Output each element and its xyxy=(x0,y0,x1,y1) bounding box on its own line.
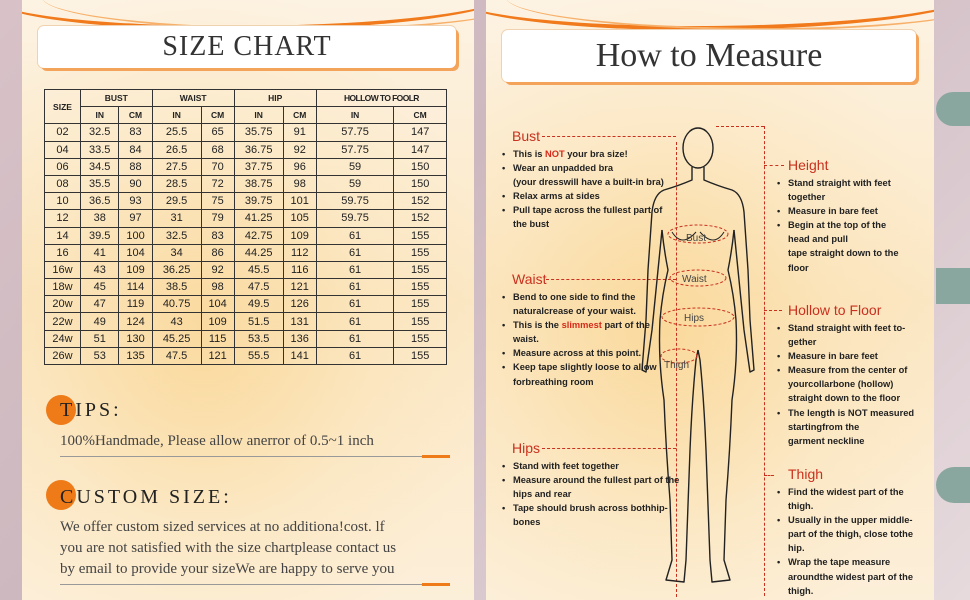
list-item: • Measure from the center of xyxy=(776,363,926,377)
measurement-cell: 61 xyxy=(316,313,394,330)
measurement-cell: 45 xyxy=(81,279,119,296)
measurement-cell: 130 xyxy=(119,330,152,347)
bust-text: your bra size! xyxy=(564,149,628,159)
measurement-cell: 147 xyxy=(394,141,447,158)
list-item: forbreathing room xyxy=(513,376,594,387)
measurement-cell: 61 xyxy=(316,279,394,296)
measurement-cell: 47.5 xyxy=(152,347,201,364)
measurement-cell: 92 xyxy=(201,261,234,278)
unit-header-cm: CM xyxy=(283,107,316,124)
table-row xyxy=(45,210,447,227)
measurement-cell: 104 xyxy=(201,296,234,313)
measurement-cell: 34.5 xyxy=(81,158,119,175)
waist-text: part of the xyxy=(601,320,650,331)
custom-divider-accent xyxy=(422,583,450,586)
table-row xyxy=(45,141,447,158)
measurement-cell: 36.25 xyxy=(152,261,201,278)
measurement-cell: 155 xyxy=(394,313,447,330)
measurement-cell: 93 xyxy=(119,193,152,210)
table-row xyxy=(45,158,447,175)
measurement-cell: 115 xyxy=(201,330,234,347)
list-item: thigh. xyxy=(788,501,814,512)
bust-instructions xyxy=(501,147,676,232)
list-item: the bust xyxy=(513,219,550,230)
measurement-cell: 105 xyxy=(283,210,316,227)
measurement-cell: 38 xyxy=(81,210,119,227)
waist-text: This is the xyxy=(513,320,562,331)
size-cell: 24w xyxy=(45,330,81,347)
size-column-header: SIZE xyxy=(45,90,81,124)
size-cell: 10 xyxy=(45,193,81,210)
unit-header-in: IN xyxy=(81,107,119,124)
measurement-cell: 79 xyxy=(201,210,234,227)
measurement-cell: 155 xyxy=(394,261,447,278)
figure-label-hips: Hips xyxy=(684,313,705,324)
size-cell: 14 xyxy=(45,227,81,244)
list-item: hips and rear xyxy=(513,489,572,500)
list-item: • Wear an unpadded bra xyxy=(501,161,676,175)
hips-heading: Hips xyxy=(512,440,541,456)
measurement-cell: 68 xyxy=(201,141,234,158)
bust-emphasis: NOT xyxy=(545,149,565,159)
list-item: • Pull tape across the fullest part of xyxy=(501,203,676,217)
guide-height-line xyxy=(764,165,784,166)
measurement-cell: 61 xyxy=(316,227,394,244)
measurement-cell: 88 xyxy=(119,158,152,175)
unit-header-in: IN xyxy=(152,107,201,124)
list-item: straight down to the floor xyxy=(788,393,901,404)
list-item: hip. xyxy=(788,543,805,554)
measurement-cell: 27.5 xyxy=(152,158,201,175)
measurement-cell: 101 xyxy=(283,193,316,210)
measurement-cell: 61 xyxy=(316,244,394,261)
measurement-cell: 43 xyxy=(152,313,201,330)
side-tab-2 xyxy=(936,268,970,304)
thigh-instructions xyxy=(776,485,926,598)
measurement-cell: 155 xyxy=(394,296,447,313)
measurement-cell: 36.5 xyxy=(81,193,119,210)
custom-size-line-3: by email to provide your sizeWe are happy to serve you xyxy=(60,561,395,577)
hollow-to-floor-heading: Hollow to Floor xyxy=(788,302,882,318)
group-header-hip: HIP xyxy=(234,90,316,107)
measurement-cell: 65 xyxy=(201,124,234,141)
table-row xyxy=(45,261,447,278)
hollow-to-floor-instructions xyxy=(776,321,926,448)
list-item: • Begin at the top of the xyxy=(776,218,926,232)
measurement-cell: 36.75 xyxy=(234,141,283,158)
measurement-cell: 96 xyxy=(283,158,316,175)
measurement-cell: 114 xyxy=(119,279,152,296)
measurement-cell: 44.25 xyxy=(234,244,283,261)
bust-text: This is xyxy=(513,149,546,159)
measurement-cell: 38.75 xyxy=(234,175,283,192)
measurement-cell: 59.75 xyxy=(316,210,394,227)
custom-size-line-2: you are not satisfied with the size chartplease contact us xyxy=(60,540,397,556)
list-item: • Measure in bare feet xyxy=(776,349,926,363)
list-item: • Wrap the tape measure xyxy=(776,555,926,569)
list-item: • Relax arms at sides xyxy=(501,189,676,203)
unit-header-cm: CM xyxy=(201,107,234,124)
measurement-cell: 98 xyxy=(283,175,316,192)
measurement-cell: 41.25 xyxy=(234,210,283,227)
measurement-cell: 25.5 xyxy=(152,124,201,141)
table-row xyxy=(45,330,447,347)
measurement-cell: 42.75 xyxy=(234,227,283,244)
bust-heading: Bust xyxy=(512,128,541,144)
size-cell: 16 xyxy=(45,244,81,261)
waist-emphasis: slimmest xyxy=(561,320,602,331)
hips-instructions xyxy=(501,459,686,529)
how-to-measure-title: How to Measure xyxy=(502,30,916,82)
unit-header-in: IN xyxy=(316,107,394,124)
measurement-cell: 121 xyxy=(201,347,234,364)
measurement-cell: 61 xyxy=(316,330,394,347)
measurement-cell: 141 xyxy=(283,347,316,364)
measurement-cell: 92 xyxy=(283,141,316,158)
list-item: • Stand with feet together xyxy=(501,459,686,473)
measurement-cell: 104 xyxy=(119,244,152,261)
table-row xyxy=(45,193,447,210)
side-tab-3 xyxy=(936,467,970,503)
list-item: • Stand straight with feet xyxy=(776,176,926,190)
measurement-cell: 90 xyxy=(119,175,152,192)
measurement-cell: 75 xyxy=(201,193,234,210)
list-item: • Usually in the upper middle- xyxy=(776,513,926,527)
measurement-cell: 150 xyxy=(394,158,447,175)
measurement-cell: 57.75 xyxy=(316,141,394,158)
figure-label-thigh: Thigh xyxy=(664,360,690,371)
unit-header-cm: CM xyxy=(394,107,447,124)
measurement-cell: 100 xyxy=(119,227,152,244)
side-tab-1 xyxy=(936,92,970,126)
unit-header-cm: CM xyxy=(119,107,152,124)
guide-right-vertical xyxy=(764,126,765,596)
figure-label-bust: Bust xyxy=(686,233,707,244)
list-item: aroundthe widest part of the xyxy=(788,571,913,582)
table-row xyxy=(45,279,447,296)
measurement-cell: 155 xyxy=(394,279,447,296)
size-cell: 02 xyxy=(45,124,81,141)
measurement-cell: 72 xyxy=(201,175,234,192)
measurement-cell: 45.5 xyxy=(234,261,283,278)
list-item: • Measure in bare feet xyxy=(776,204,926,218)
measurement-cell: 49 xyxy=(81,313,119,330)
measurement-cell: 51.5 xyxy=(234,313,283,330)
size-chart-panel xyxy=(22,0,474,600)
measurement-cell: 83 xyxy=(201,227,234,244)
list-item xyxy=(501,147,676,161)
measurement-cell: 124 xyxy=(119,313,152,330)
measurement-cell: 136 xyxy=(283,330,316,347)
measurement-cell: 155 xyxy=(394,330,447,347)
measurement-cell: 57.75 xyxy=(316,124,394,141)
tips-divider-accent xyxy=(422,455,450,458)
measurement-cell: 53 xyxy=(81,347,119,364)
measurement-cell: 61 xyxy=(316,261,394,278)
list-item: gether xyxy=(788,337,817,348)
tips-text: 100%Handmade, Please allow anerror of 0.5~1 inch xyxy=(60,433,374,449)
waist-instructions xyxy=(501,290,676,389)
list-item: waist. xyxy=(513,334,539,345)
measurement-cell: 33.5 xyxy=(81,141,119,158)
measurement-cell: 39.75 xyxy=(234,193,283,210)
size-table xyxy=(44,89,447,365)
list-item xyxy=(501,318,676,332)
size-cell: 22w xyxy=(45,313,81,330)
measurement-cell: 28.5 xyxy=(152,175,201,192)
table-unit-header-row xyxy=(45,107,447,124)
group-header-bust: BUST xyxy=(81,90,153,107)
size-cell: 20w xyxy=(45,296,81,313)
size-cell: 06 xyxy=(45,158,81,175)
list-item: yourcollarbone (hollow) xyxy=(788,379,894,390)
measurement-cell: 61 xyxy=(316,296,394,313)
list-item: tape straight down to the xyxy=(788,248,899,259)
measurement-cell: 55.5 xyxy=(234,347,283,364)
measurement-cell: 119 xyxy=(119,296,152,313)
measurement-cell: 37.75 xyxy=(234,158,283,175)
measurement-cell: 155 xyxy=(394,347,447,364)
list-item: floor xyxy=(788,262,809,273)
size-cell: 16w xyxy=(45,261,81,278)
measurement-cell: 38.5 xyxy=(152,279,201,296)
measurement-cell: 43 xyxy=(81,261,119,278)
guide-hollow-line xyxy=(764,310,782,311)
measurement-cell: 35.5 xyxy=(81,175,119,192)
list-item: (your dresswill have a built-in bra) xyxy=(513,177,664,188)
size-cell: 04 xyxy=(45,141,81,158)
measurement-cell: 155 xyxy=(394,244,447,261)
list-item: • Bend to one side to find the xyxy=(501,290,676,304)
measurement-cell: 91 xyxy=(283,124,316,141)
measurement-cell: 32.5 xyxy=(81,124,119,141)
list-item: • The length is NOT measured xyxy=(776,406,926,420)
height-heading: Height xyxy=(788,157,829,173)
unit-header-in: IN xyxy=(234,107,283,124)
measurement-cell: 121 xyxy=(283,279,316,296)
measurement-cell: 47 xyxy=(81,296,119,313)
measurement-cell: 32.5 xyxy=(152,227,201,244)
measurement-cell: 150 xyxy=(394,175,447,192)
thigh-heading: Thigh xyxy=(788,466,824,482)
measurement-cell: 35.75 xyxy=(234,124,283,141)
measurement-cell: 45.25 xyxy=(152,330,201,347)
table-row xyxy=(45,244,447,261)
measurement-cell: 41 xyxy=(81,244,119,261)
measurement-cell: 131 xyxy=(283,313,316,330)
measurement-cell: 155 xyxy=(394,227,447,244)
measurement-cell: 59.75 xyxy=(316,193,394,210)
list-item: garment neckline xyxy=(788,435,865,446)
measurement-cell: 49.5 xyxy=(234,296,283,313)
list-item: • Stand straight with feet to- xyxy=(776,321,926,335)
measurement-cell: 109 xyxy=(283,227,316,244)
measurement-cell: 126 xyxy=(283,296,316,313)
measurement-cell: 135 xyxy=(119,347,152,364)
list-item: • Tape should brush across bothhip- xyxy=(501,501,686,515)
group-header-waist: WAIST xyxy=(152,90,234,107)
size-chart-title: SIZE CHART xyxy=(38,26,456,68)
measurement-cell: 61 xyxy=(316,347,394,364)
custom-divider xyxy=(60,584,450,585)
measurement-cell: 84 xyxy=(119,141,152,158)
measurement-cell: 152 xyxy=(394,193,447,210)
table-row xyxy=(45,175,447,192)
table-row xyxy=(45,313,447,330)
waist-heading: Waist xyxy=(512,271,547,287)
figure-label-waist: Waist xyxy=(682,274,707,285)
size-cell: 08 xyxy=(45,175,81,192)
measurement-cell: 116 xyxy=(283,261,316,278)
table-group-header-row xyxy=(45,90,447,107)
list-item: head and pull xyxy=(788,234,848,245)
list-item: • Keep tape slightly loose to allow xyxy=(501,360,676,374)
measurement-cell: 97 xyxy=(119,210,152,227)
measurement-cell: 147 xyxy=(394,124,447,141)
measurement-cell: 51 xyxy=(81,330,119,347)
guide-thigh-line xyxy=(764,475,774,476)
measurement-cell: 83 xyxy=(119,124,152,141)
table-row xyxy=(45,296,447,313)
measurement-cell: 34 xyxy=(152,244,201,261)
table-row xyxy=(45,347,447,364)
custom-size-line-1: We offer custom sized services at no additiona!cost. lf xyxy=(60,519,385,535)
measurement-cell: 40.75 xyxy=(152,296,201,313)
measurement-cell: 59 xyxy=(316,158,394,175)
list-item: part of the thigh, close tothe xyxy=(788,529,913,540)
measurement-cell: 152 xyxy=(394,210,447,227)
list-item: naturalcrease of your waist. xyxy=(513,306,636,317)
measurement-cell: 70 xyxy=(201,158,234,175)
list-item: • Measure across at this point. xyxy=(501,346,676,360)
group-header-hollow: HOLLOW TO FOOLR xyxy=(316,90,446,107)
list-item: together xyxy=(788,192,826,203)
table-row xyxy=(45,124,447,141)
table-row xyxy=(45,227,447,244)
measurement-cell: 109 xyxy=(119,261,152,278)
size-cell: 26w xyxy=(45,347,81,364)
how-to-measure-panel xyxy=(486,0,934,600)
list-item: bones xyxy=(513,517,541,528)
measurement-cell: 26.5 xyxy=(152,141,201,158)
height-instructions xyxy=(776,176,926,275)
tips-divider xyxy=(60,456,450,457)
measurement-cell: 31 xyxy=(152,210,201,227)
measurement-cell: 109 xyxy=(201,313,234,330)
measurement-cell: 53.5 xyxy=(234,330,283,347)
custom-size-heading: CUSTOM SIZE: xyxy=(60,486,232,508)
list-item: startingfrom the xyxy=(788,421,860,432)
measurement-cell: 59 xyxy=(316,175,394,192)
list-item: thigh. xyxy=(788,585,814,596)
measurement-cell: 98 xyxy=(201,279,234,296)
measurement-cell: 39.5 xyxy=(81,227,119,244)
size-cell: 18w xyxy=(45,279,81,296)
list-item: • Measure around the fullest part of the xyxy=(501,473,686,487)
measurement-cell: 86 xyxy=(201,244,234,261)
list-item: • Find the widest part of the xyxy=(776,485,926,499)
tips-heading: TIPS: xyxy=(60,399,122,421)
size-cell: 12 xyxy=(45,210,81,227)
measurement-cell: 29.5 xyxy=(152,193,201,210)
size-table-body xyxy=(45,124,447,365)
measurement-cell: 47.5 xyxy=(234,279,283,296)
measurement-cell: 112 xyxy=(283,244,316,261)
